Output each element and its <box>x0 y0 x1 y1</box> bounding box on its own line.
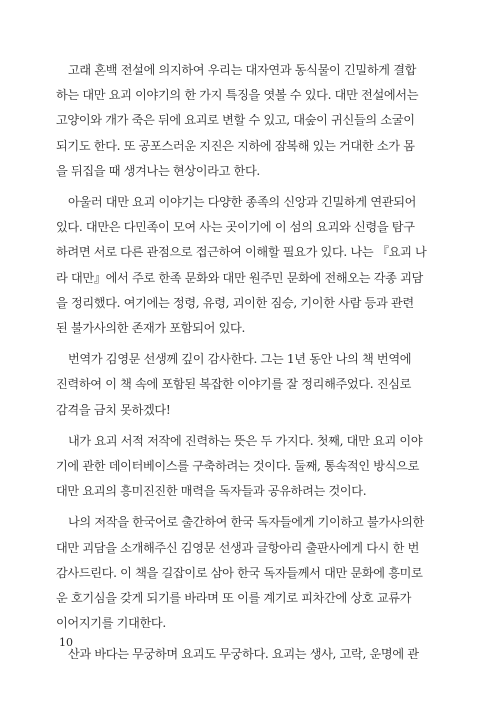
paragraph-2 <box>56 190 448 341</box>
text-line: 번역가 김영문 선생께 깊이 감사한다. 그는 1년 동안 나의 책 번역에 <box>68 352 412 367</box>
text-line: 하는 대만 요괴 이야기의 한 가지 특징을 엿볼 수 있다. 대만 전설에서는 <box>56 88 419 103</box>
text-line: 을 뒤집을 때 생겨나는 현상이라고 한다. <box>56 163 260 178</box>
text-line: 하려면 서로 다른 관점으로 접근하여 이해할 필요가 있다. 나는 『요괴 나 <box>56 245 427 260</box>
text-line: 라 대만』에서 주로 한족 문화와 대만 원주민 문화에 전해오는 각종 괴담 <box>56 270 423 285</box>
text-line: 대만 괴담을 소개해주신 김영문 선생과 글항아리 출판사에게 다시 한 번 <box>56 540 419 555</box>
text-line: 기에 관한 데이터베이스를 구축하려는 것이다. 둘째, 통속적인 방식으로 <box>56 459 419 474</box>
page-number: 10 <box>59 636 73 649</box>
text-line: 된 불가사의한 존재가 포함되어 있다. <box>56 321 245 336</box>
paragraph-5 <box>56 510 448 636</box>
text-line: 고래 혼백 전설에 의지하여 우리는 대자연과 동식물이 긴밀하게 결합 <box>68 63 417 77</box>
text-line: 대만 요괴의 흥미진진한 매력을 독자들과 공유하려는 것이다. <box>56 484 367 499</box>
page-body <box>56 58 448 674</box>
text-line: 나의 저작을 한국어로 출간하여 한국 독자들에게 기이하고 불가사의한 <box>68 515 424 530</box>
text-line: 감사드린다. 이 책을 길잡이로 삼아 한국 독자들께서 대만 문화에 흥미로 <box>56 565 423 580</box>
paragraph-3 <box>56 347 448 423</box>
text-line: 내가 요괴 서적 저작에 진력하는 뜻은 두 가지다. 첫째, 대만 요괴 이야 <box>68 433 423 448</box>
paragraph-4 <box>56 429 448 505</box>
text-line: 감격을 금치 못하겠다! <box>56 402 171 417</box>
text-line: 운 호기심을 갖게 되기를 바라며 또 이를 계기로 피차간에 상호 교류가 <box>56 591 412 606</box>
paragraph-1 <box>56 58 448 184</box>
text-line: 고양이와 개가 죽은 뒤에 요괴로 변할 수 있고, 대숲이 귀신들의 소굴이 <box>56 113 415 128</box>
text-line: 산과 바다는 무궁하며 요괴도 무궁하다. 요괴는 생사, 고락, 운명에 관 <box>68 647 419 662</box>
text-line: 아울러 대만 요괴 이야기는 다양한 종족의 신앙과 긴밀하게 연관되어 <box>68 195 417 210</box>
text-line: 을 정리했다. 여기에는 정령, 유령, 괴이한 짐승, 기이한 사람 등과 관련 <box>56 295 414 310</box>
text-line: 있다. 대만은 다민족이 모여 사는 곳이기에 이 섬의 요괴와 신령을 탐구 <box>56 220 415 235</box>
text-line: 되기도 한다. 또 공포스러운 지진은 지하에 잠복해 있는 거대한 소가 몸 <box>56 138 415 153</box>
text-line: 이어지기를 기대한다. <box>56 616 166 631</box>
text-line: 진력하여 이 책 속에 포함된 복잡한 이야기를 잘 정리해주었다. 진심로 <box>56 377 412 392</box>
paragraph-6 <box>56 642 448 667</box>
